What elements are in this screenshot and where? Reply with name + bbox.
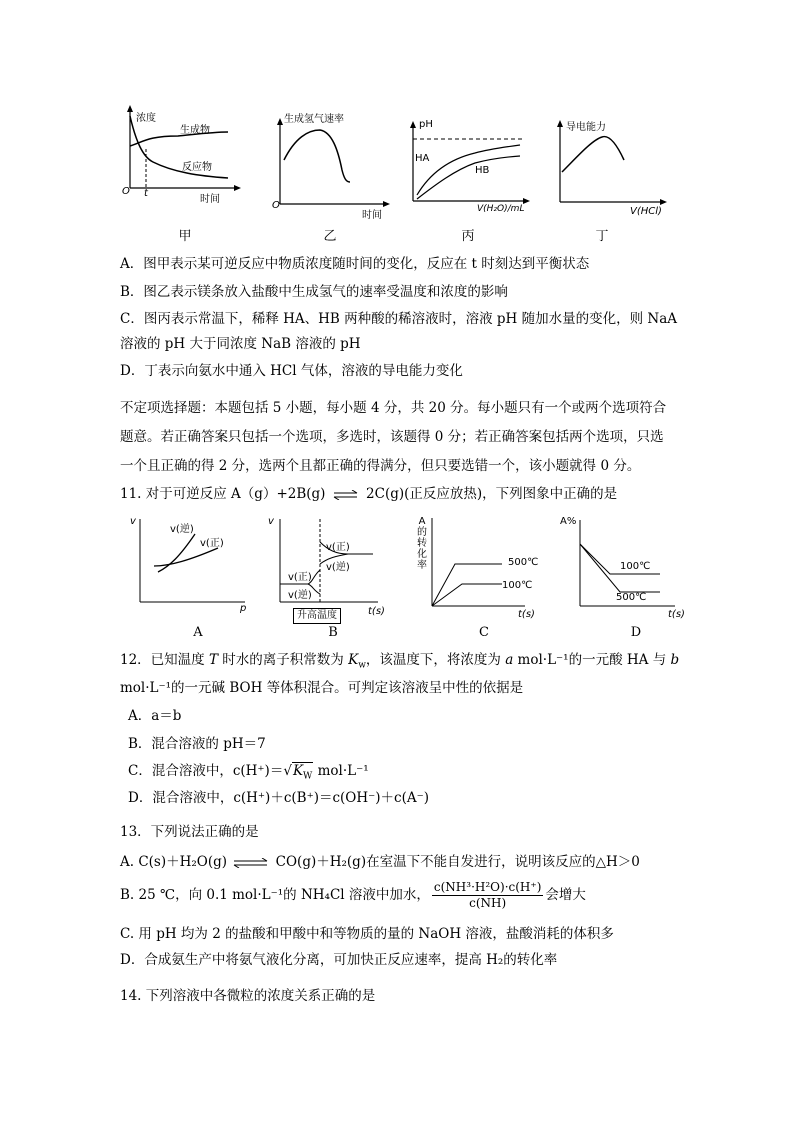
q11-caption-a: A bbox=[193, 625, 203, 640]
q13-fraction-numerator: c(NH³·H²O)·c(H⁺) bbox=[433, 880, 542, 894]
yi-xlabel: 时间 bbox=[362, 210, 382, 221]
q11-stem-b: 2C(g)(正反应放热)，下列图象中正确的是 bbox=[366, 486, 618, 502]
figC-ylabel-3: 化 bbox=[417, 549, 427, 560]
figB-v-forward-lower: v(正) bbox=[288, 572, 312, 583]
q11-caption-b: B bbox=[328, 625, 338, 640]
q10-option-d: D．丁表示向氨水中通入 HCl 气体，溶液的导电能力变化 bbox=[120, 363, 463, 379]
q11-stem bbox=[120, 484, 617, 504]
q12-option-c bbox=[128, 761, 369, 787]
figA-v-reverse: v(逆) bbox=[170, 524, 194, 535]
q11-figure-d bbox=[560, 514, 690, 620]
caption-jia: 甲 bbox=[178, 229, 192, 244]
figB-t-axis: t(s) bbox=[368, 606, 385, 617]
q10-option-c-line2: 溶液的 pH 大于同浓度 NaB 溶液的 pH bbox=[120, 336, 361, 352]
jia-origin: O bbox=[122, 186, 130, 197]
bing-ylabel: pH bbox=[419, 119, 433, 130]
figD-ylabel: A% bbox=[560, 516, 577, 527]
q13-option-c: C. 用 pH 均为 2 的盐酸和甲酸中和等物质的量的 NaOH 溶液，盐酸消耗的体积多 bbox=[120, 926, 614, 942]
q13-option-b-post: 会增大 bbox=[545, 887, 586, 903]
q13-option-a-pre: A. C(s)＋H₂O(g) bbox=[120, 854, 228, 870]
figure-yi bbox=[270, 110, 400, 220]
figD-500-label: 500℃ bbox=[616, 592, 647, 603]
jia-reactant-label: 反应物 bbox=[182, 162, 212, 173]
q12-stem-line1 bbox=[120, 650, 679, 676]
q13-option-a bbox=[120, 852, 640, 872]
caption-ding: 丁 bbox=[595, 229, 609, 244]
figA-v-axis: v bbox=[130, 516, 136, 527]
q12-a: a bbox=[505, 652, 514, 668]
q12-option-c-pre: C．混合溶液中，c(H⁺)＝ bbox=[128, 763, 284, 779]
figC-ylabel-4: 率 bbox=[417, 560, 427, 571]
bing-ha-label: HA bbox=[415, 153, 430, 164]
q12-root-sub: W bbox=[303, 771, 313, 782]
q13-fraction bbox=[432, 880, 543, 911]
q12-text-a: 12．已知温度 bbox=[120, 652, 209, 668]
q11-figure-a bbox=[130, 514, 250, 614]
figure-jia bbox=[118, 102, 243, 237]
q12-option-c-post: mol·L⁻¹ bbox=[313, 763, 369, 779]
figC-500-label: 500℃ bbox=[508, 557, 539, 568]
equilibrium-arrow-icon bbox=[333, 490, 359, 500]
q13-option-b-pre: B. 25 ℃，向 0.1 mol·L⁻¹的 NH₄Cl 溶液中加水， bbox=[120, 887, 430, 903]
q10-option-c-line1: C．图丙表示常温下，稀释 HA、HB 两种酸的稀溶液时，溶液 pH 随加水量的变化，则 NaA bbox=[120, 311, 678, 327]
q12-option-b: B．混合溶液的 pH＝7 bbox=[128, 736, 266, 752]
q11-figure-c bbox=[410, 514, 540, 620]
figC-ylabel-2: 转 bbox=[417, 538, 427, 549]
q13-option-b bbox=[120, 880, 586, 911]
figD-t-axis: t(s) bbox=[668, 609, 685, 620]
ding-xlabel: V(HCl) bbox=[630, 206, 662, 217]
figB-v-axis: v bbox=[268, 516, 274, 527]
q10-option-a: A．图甲表示某可逆反应中物质浓度随时间的变化，反应在 t 时刻达到平衡状态 bbox=[120, 256, 590, 272]
caption-yi: 乙 bbox=[323, 229, 337, 244]
figD-100-label: 100℃ bbox=[620, 561, 651, 572]
figC-t-axis: t(s) bbox=[518, 609, 535, 620]
q12-option-a: A．a＝b bbox=[128, 708, 182, 724]
caption-bing: 丙 bbox=[461, 229, 475, 244]
q10-option-b: B．图乙表示镁条放入盐酸中生成氢气的速率受温度和浓度的影响 bbox=[120, 284, 508, 300]
q12-stem-line2: mol·L⁻¹的一元碱 BOH 等体积混合。可判定该溶液呈中性的依据是 bbox=[120, 680, 524, 696]
figC-ylabel bbox=[416, 516, 428, 571]
jia-product-label: 生成物 bbox=[180, 125, 210, 136]
q12-b: b bbox=[670, 652, 680, 668]
figA-p-axis: p bbox=[240, 603, 247, 614]
q12-option-d: D．混合溶液中，c(H⁺)＋c(B⁺)＝c(OH⁻)＋c(A⁻) bbox=[128, 790, 429, 806]
section-intro-line3: 一个且正确的得 2 分，选两个且都正确的得满分，但只要选错一个，该小题就得 0 分。 bbox=[120, 458, 641, 474]
q12-text-b: 时水的离子积常数为 bbox=[218, 652, 349, 668]
figC-ylabel-0: A bbox=[418, 516, 426, 527]
q14-title: 14. 下列溶液中各微粒的浓度关系正确的是 bbox=[120, 988, 376, 1004]
yi-ylabel: 生成氢气速率 bbox=[284, 114, 344, 125]
figC-ylabel-1: 的 bbox=[417, 527, 427, 538]
jia-ylabel: 浓度 bbox=[136, 113, 156, 124]
figure-ding bbox=[552, 112, 672, 222]
q11-stem-a: 11. 对于可逆反应 A（g）+2B(g) bbox=[120, 486, 326, 502]
equilibrium-arrow-icon bbox=[233, 858, 269, 868]
q12-text-c: ，该温度下，将浓度为 bbox=[365, 652, 506, 668]
section-intro-line2: 题意。若正确答案只包括一个选项，多选时，该题得 0 分；若正确答案包括两个选项，只选 bbox=[120, 429, 664, 445]
q12-root-K: K bbox=[292, 763, 304, 779]
jia-t-label: t bbox=[144, 188, 148, 199]
section-intro-line1: 不定项选择题：本题包括 5 小题，每小题 4 分，共 20 分。每小题只有一个或两个选项符合 bbox=[120, 400, 667, 416]
sqrt-icon: √ bbox=[283, 763, 292, 779]
yi-origin: O bbox=[272, 200, 280, 211]
ding-ylabel: 导电能力 bbox=[566, 122, 606, 133]
bing-xlabel: V(H₂O)/mL bbox=[477, 204, 525, 214]
q13-option-d: D．合成氨生产中将氨气液化分离，可加快正反应速率，提高 H₂的转化率 bbox=[120, 952, 558, 968]
q13-fraction-denominator: c(NH) bbox=[469, 896, 507, 910]
q12-Kw: K bbox=[348, 652, 359, 668]
q11-caption-c: C bbox=[479, 625, 489, 640]
figC-100-label: 100℃ bbox=[502, 580, 533, 591]
figB-v-forward-upper: v(正) bbox=[326, 542, 350, 553]
q13-option-a-post: CO(g)＋H₂(g)在室温下不能自发进行，说明该反应的△H＞0 bbox=[275, 854, 640, 870]
figA-v-forward: v(正) bbox=[200, 538, 224, 549]
q12-option-c-root bbox=[292, 762, 313, 782]
figure-bing bbox=[405, 115, 535, 220]
figB-v-reverse-lower: v(逆) bbox=[288, 590, 312, 601]
q12-text-d: mol·L⁻¹的一元酸 HA 与 bbox=[513, 652, 671, 668]
q11-caption-d: D bbox=[630, 625, 642, 640]
q12-T: T bbox=[208, 652, 218, 668]
q13-title: 13．下列说法正确的是 bbox=[120, 824, 259, 840]
q12-Kw-sub: w bbox=[358, 660, 366, 671]
jia-xlabel: 时间 bbox=[200, 194, 220, 205]
figB-raise-temperature-box: 升高温度 bbox=[293, 608, 341, 624]
bing-hb-label: HB bbox=[475, 165, 490, 176]
figB-v-reverse-upper: v(逆) bbox=[326, 562, 350, 573]
